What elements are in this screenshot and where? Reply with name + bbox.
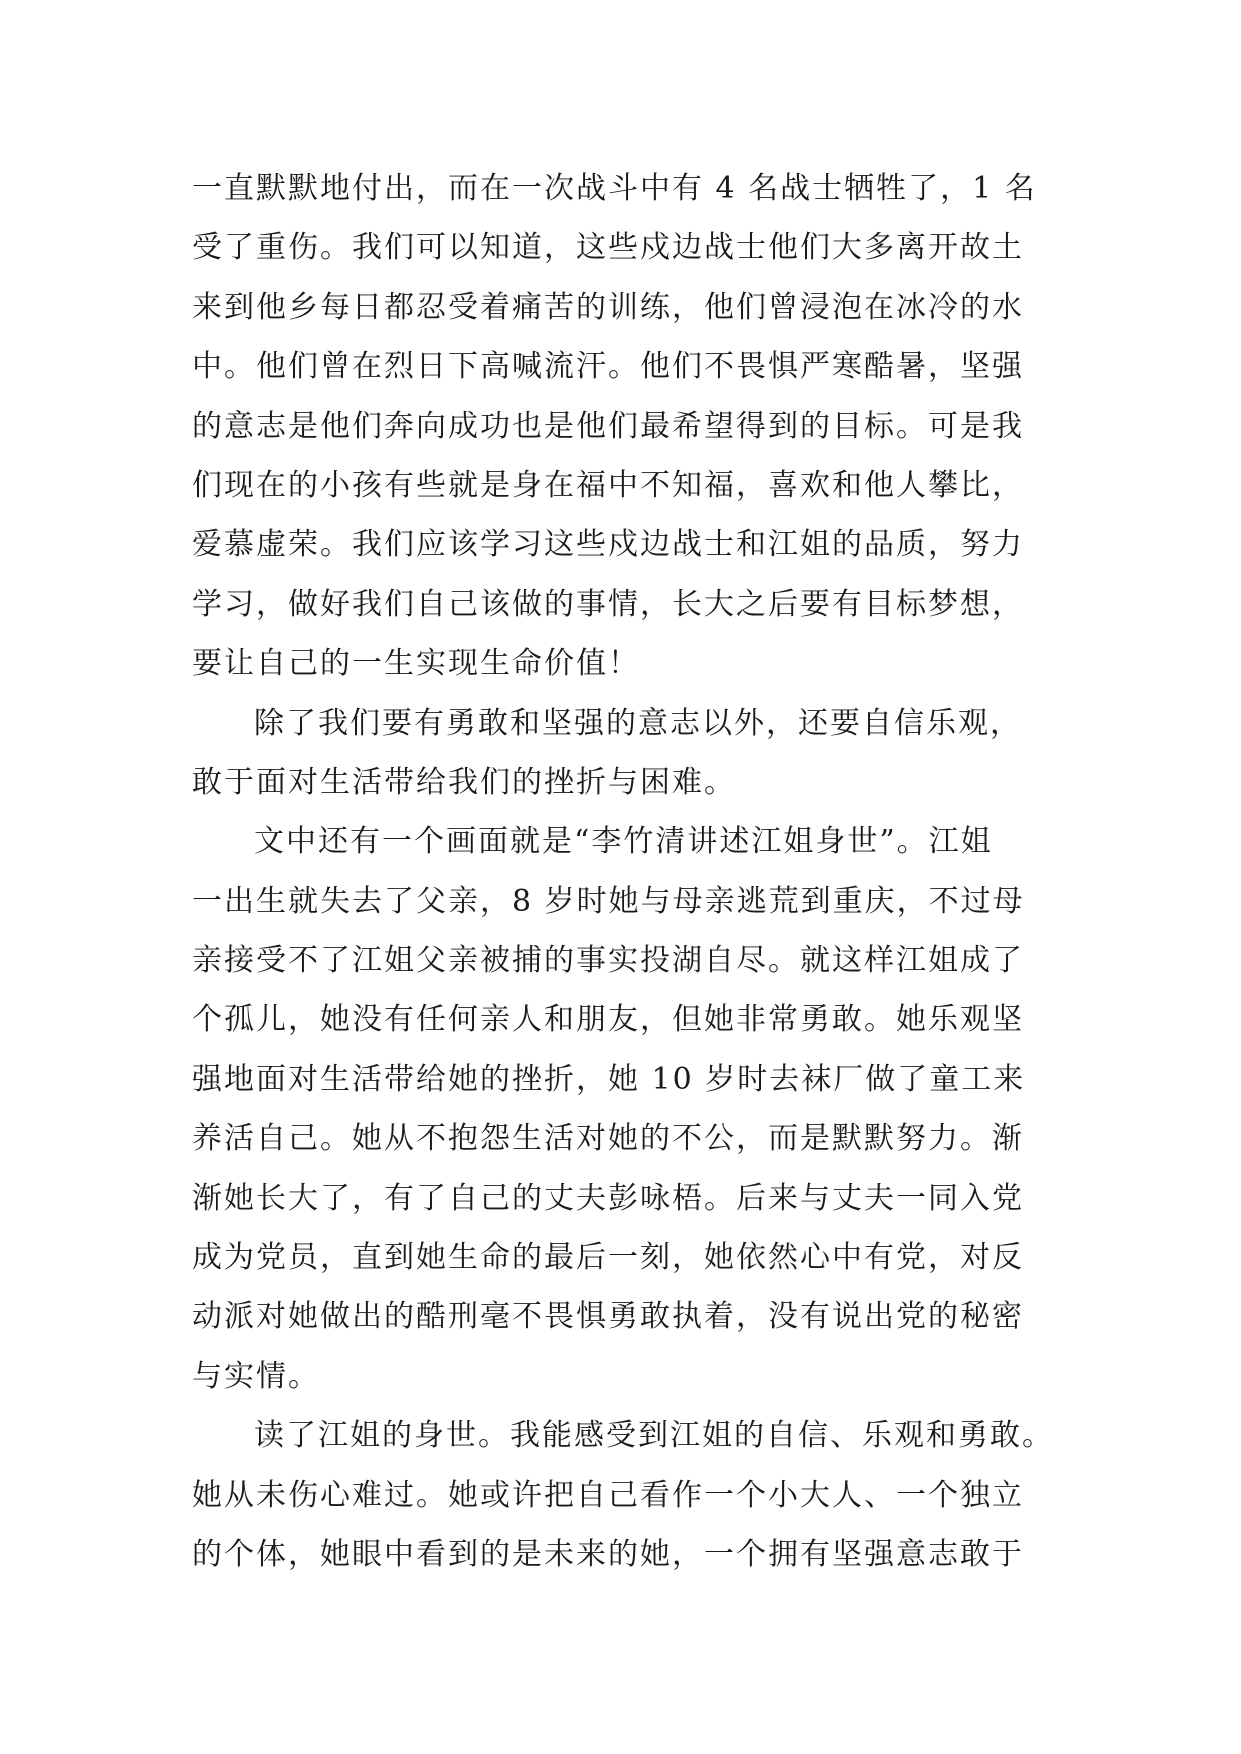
text-line: 的意志是他们奔向成功也是他们最希望得到的目标。可是我 — [192, 408, 1024, 444]
text-line: 动派对她做出的酷刑毫不畏惧勇敢执着，没有说出党的秘密 — [192, 1299, 1024, 1335]
text-line: 养活自己。她从不抱怨生活对她的不公，而是默默努力。渐 — [192, 1121, 1024, 1157]
text-line: 读了江姐的身世。我能感受到江姐的自信、乐观和勇敢。 — [254, 1418, 1054, 1454]
text-line: 们现在的小孩有些就是身在福中不知福，喜欢和他人攀比， — [192, 467, 1024, 503]
paragraph-1 — [192, 159, 1057, 694]
paragraph-4 — [192, 1406, 1057, 1584]
text-line: 强地面对生活带给她的挫折，她 10 岁时去袜厂做了童工来 — [192, 1061, 1026, 1097]
text-line: 亲接受不了江姐父亲被捕的事实投湖自尽。就这样江姐成了 — [192, 943, 1024, 979]
text-line: 学习，做好我们自己该做的事情，长大之后要有目标梦想， — [192, 586, 1024, 622]
text-line: 一出生就失去了父亲，8 岁时她与母亲逃荒到重庆，不过母 — [192, 883, 1025, 919]
text-line: 要让自己的一生实现生命价值！ — [192, 646, 640, 682]
text-line: 爱慕虚荣。我们应该学习这些戍边战士和江姐的品质，努力 — [192, 527, 1024, 563]
text-line: 渐她长大了，有了自己的丈夫彭咏梧。后来与丈夫一同入党 — [192, 1180, 1024, 1216]
text-line: 敢于面对生活带给我们的挫折与困难。 — [192, 764, 736, 800]
paragraph-3 — [192, 812, 1057, 1406]
paragraph-2 — [192, 694, 1057, 813]
text-line: 受了重伤。我们可以知道，这些戍边战士他们大多离开故土 — [192, 230, 1024, 266]
document-body — [192, 159, 1057, 1584]
text-line: 一直默默地付出，而在一次战斗中有 4 名战士牺牲了，1 名 — [192, 171, 1037, 206]
text-line: 成为党员，直到她生命的最后一刻，她依然心中有党，对反 — [192, 1240, 1024, 1276]
text-line: 文中还有一个画面就是“李竹清讲述江姐身世”。江姐 — [254, 824, 993, 860]
text-line: 与实情。 — [192, 1358, 320, 1394]
text-line: 她从未伤心难过。她或许把自己看作一个小大人、一个独立 — [192, 1477, 1024, 1513]
text-line: 个孤儿，她没有任何亲人和朋友，但她非常勇敢。她乐观坚 — [192, 1002, 1024, 1038]
text-line: 的个体，她眼中看到的是未来的她，一个拥有坚强意志敢于 — [192, 1536, 1024, 1572]
text-line: 除了我们要有勇敢和坚强的意志以外，还要自信乐观， — [254, 705, 1022, 741]
text-line: 来到他乡每日都忍受着痛苦的训练，他们曾浸泡在冰冷的水 — [192, 289, 1024, 325]
text-line: 中。他们曾在烈日下高喊流汗。他们不畏惧严寒酷暑，坚强 — [192, 349, 1024, 385]
